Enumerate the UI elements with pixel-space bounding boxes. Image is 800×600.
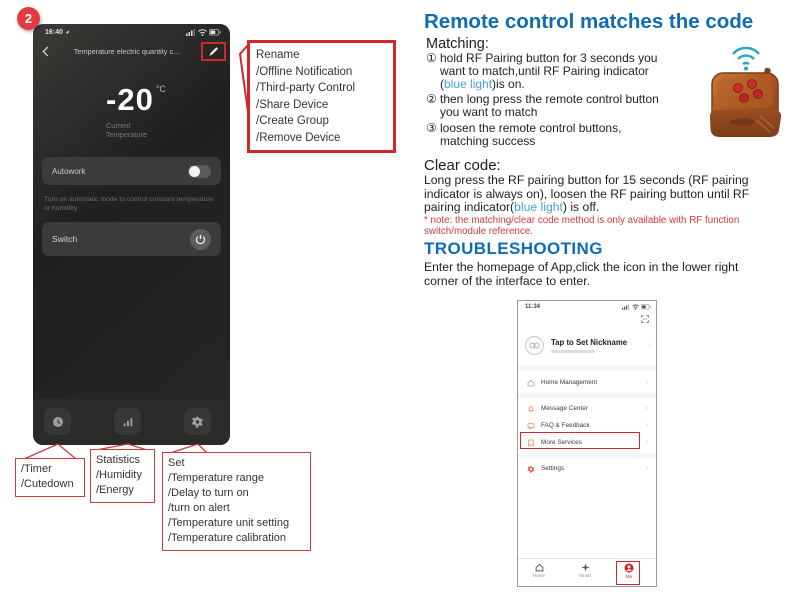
section-divider [518, 453, 656, 458]
bell-icon [526, 405, 535, 413]
battery-icon [641, 304, 651, 310]
power-icon [195, 234, 206, 245]
match-step-1: ① hold RF Pairing button for 3 seconds you want to match,until RF Pairing indicator (blue light)is on. [426, 51, 658, 91]
blue-light-text: blue light [514, 200, 563, 215]
statistics-button[interactable] [114, 408, 141, 435]
section-divider [518, 393, 656, 398]
callout-line: /Offline Notification [256, 65, 353, 78]
menu-item-settings[interactable]: Settings › [518, 460, 656, 477]
match-step-3: ③ loosen the remote control buttons, matching success [426, 120, 622, 148]
bookmark-icon [526, 439, 535, 447]
remote-control-image [700, 38, 796, 144]
chevron-right-icon: › [645, 422, 648, 429]
switch-label: Switch [52, 234, 78, 244]
gear-icon [526, 465, 535, 473]
bottom-toolbar [33, 399, 230, 445]
matching-steps [426, 52, 672, 151]
timer-button[interactable] [44, 408, 71, 435]
wifi-icon [198, 29, 207, 36]
rename-callout [247, 40, 396, 153]
menu-item-more-services[interactable]: More Services › [518, 434, 656, 451]
status-bar [525, 304, 651, 310]
wifi-icon [632, 304, 639, 310]
callout-line: /Create Group [256, 115, 329, 127]
status-time: 11:34 [525, 304, 541, 310]
callout-line: /Third-party Control [256, 82, 356, 94]
section-divider [518, 365, 656, 371]
signal-icon [622, 304, 630, 310]
callout-line: Rename [256, 49, 300, 61]
device-title: Temperature electric quantity c... [73, 47, 180, 56]
location-arrow-icon [65, 30, 70, 35]
autowork-hint: Turn on automatic mode to control constant temperature or humidity [44, 196, 214, 212]
edit-highlight-box [201, 42, 226, 61]
step-number-badge: 2 [17, 7, 40, 30]
note-text: * note: the matching/clear code method is only available with RF function switch/module reference. [424, 215, 740, 237]
match-step-2: ② then long press the remote control button you want to match [426, 92, 659, 120]
clear-code-body: Long press the RF pairing button for 15 seconds (RF pairing indicator is always on), loosen the RF pairing button until RF pairing indicator(blue light) is off. [424, 173, 750, 215]
troubleshooting-body: Enter the homepage of App,click the icon in the lower right corner of the interface to enter. [424, 260, 739, 288]
app-homepage-screenshot [517, 300, 657, 587]
scan-icon[interactable] [641, 315, 649, 325]
clear-code-label: Clear code: [424, 157, 501, 174]
current-temperature [106, 82, 166, 139]
callout-line: /Share Device [256, 98, 329, 111]
clock-icon [52, 416, 64, 428]
menu-item-message-center[interactable]: Message Center › [518, 400, 656, 417]
home-icon [535, 563, 544, 572]
autowork-card [42, 157, 221, 185]
switch-card [42, 222, 221, 256]
chevron-right-icon: › [645, 465, 648, 472]
statistics-callout: Statistics /Humidity /Energy [90, 449, 155, 503]
sparkle-icon [581, 563, 590, 572]
autowork-toggle[interactable] [188, 165, 211, 178]
temperature-value: -20 [106, 82, 154, 117]
matching-label: Matching: [426, 36, 489, 52]
back-icon[interactable] [42, 44, 49, 62]
bar-chart-icon [122, 416, 134, 428]
chevron-right-icon: › [645, 405, 648, 412]
status-bar [45, 29, 221, 36]
person-icon [624, 563, 634, 573]
troubleshooting-heading: TROUBLESHOOTING [424, 239, 603, 258]
device-nav-bar [33, 43, 230, 63]
tab-home[interactable]: Home [524, 563, 554, 578]
remote-body [710, 67, 781, 137]
set-callout: Set /Temperature range /Delay to turn on /turn on alert /Temperature unit setting /Temperature calibration [162, 452, 311, 551]
settings-button[interactable] [184, 408, 211, 435]
blue-light-text: blue light [444, 76, 493, 91]
tab-bar [518, 558, 656, 586]
tab-me[interactable]: Me [614, 563, 644, 579]
menu-item-home-management[interactable]: Home Management › [518, 374, 656, 391]
power-button[interactable] [190, 229, 211, 250]
home-icon [526, 379, 535, 387]
timer-callout: /Timer /Cutedown [15, 458, 85, 497]
device-control-screenshot [33, 24, 230, 445]
temperature-unit: °C [155, 84, 166, 94]
temperature-label: Current Temperature [106, 121, 147, 139]
nickname-title: Tap to Set Nickname [551, 337, 628, 347]
avatar [525, 336, 544, 355]
account-subtext [551, 350, 595, 353]
gear-icon [191, 415, 204, 428]
chevron-right-icon: › [648, 341, 651, 349]
status-time: 16:40 [45, 29, 63, 36]
chat-icon [526, 422, 535, 430]
menu-item-faq-feedback[interactable]: FAQ & Feedback › [518, 417, 656, 434]
tab-smart[interactable]: Smart [570, 563, 600, 578]
section-heading: Remote control matches the code [424, 10, 754, 33]
callout-line: /Remove Device [256, 131, 341, 144]
chevron-right-icon: › [645, 439, 648, 446]
chevron-right-icon: › [645, 379, 648, 386]
signal-icon [186, 29, 196, 36]
autowork-label: Autowork [52, 166, 86, 176]
edit-pencil-icon[interactable] [208, 46, 219, 57]
battery-icon [209, 29, 221, 36]
wifi-signal-icon [733, 48, 759, 71]
profile-row[interactable] [525, 332, 651, 358]
